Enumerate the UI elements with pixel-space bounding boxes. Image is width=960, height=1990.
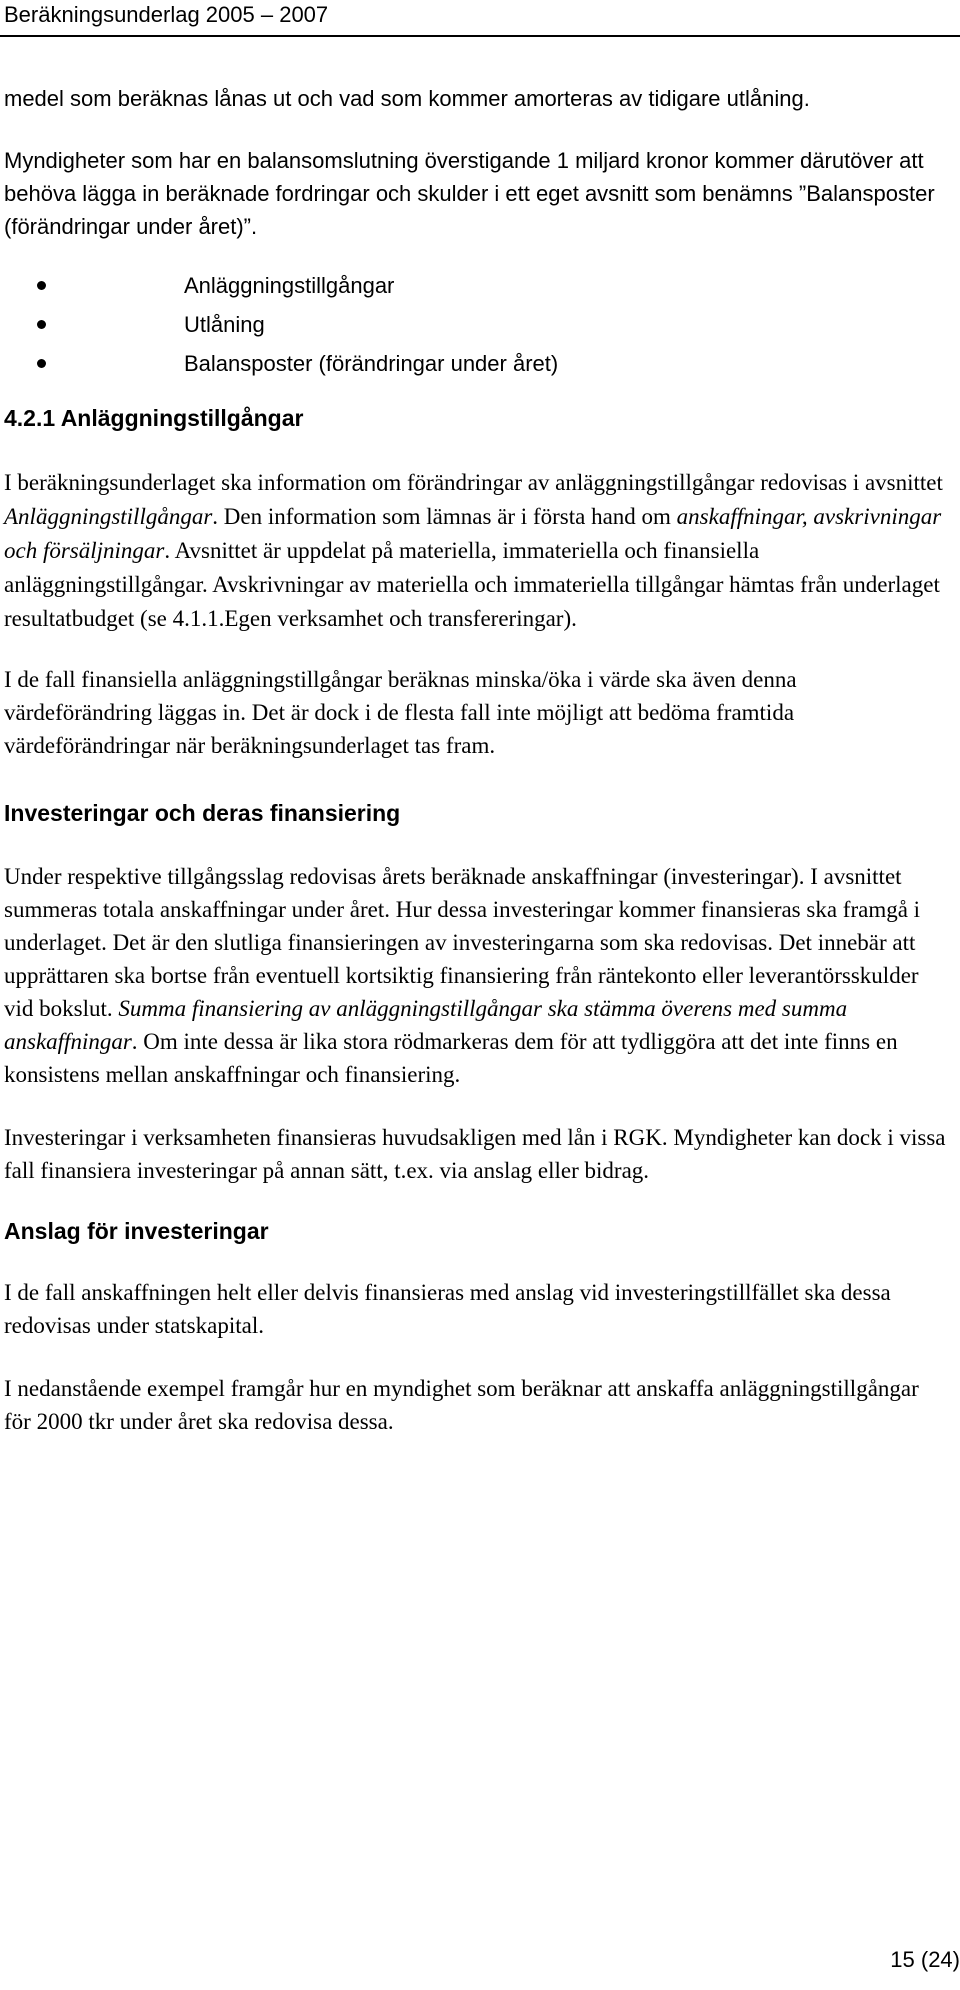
- bullet-item: Balansposter (förändringar under året): [0, 344, 960, 383]
- rgk-paragraph: Investeringar i verksamheten finansieras huvudsakligen med lån i RGK. Myndigheter kan dock i vissa fall finansiera investeringar på annan sätt, t.ex. via anslag eller bidrag.: [4, 1125, 946, 1183]
- intro-paragraph: medel som beräknas lånas ut och vad som kommer amorteras av tidigare utlåning.: [4, 86, 810, 111]
- financial-assets-paragraph: I de fall finansiella anläggningstillgångar beräknas minska/öka i värde ska även denna värdeförändring läggas in. Det är dock i de flesta fall inte möjligt att bedöma framtida värdeförändringar när beräkningsunderlaget tas fram.: [4, 667, 797, 758]
- bullet-icon: [37, 359, 46, 368]
- investments-paragraph: Under respektive tillgångsslag redovisas årets beräknade anskaffningar (investeringar). I avsnittet summeras totala anskaffningar under året. Hur dessa investeringar kommer finansieras ska framgå i underlaget. Det är den slutliga finansieringen av investeringarna som ska redovisas. Det innebär att upprättaren ska bortse från eventuell kortsiktig finansiering från räntekonto eller leverantörsskulder vid bokslut. Summa finansiering av anläggningstillgångar ska stämma överens med summa anskaffningar. Om inte dessa är lika stora rödmarkeras dem för att tydliggöra att det inte finns en konsistens mellan anskaffningar och finansiering.: [4, 864, 921, 1087]
- bullet-icon: [37, 281, 46, 290]
- section-bullet-list: [0, 266, 960, 383]
- appropriation-paragraph: I de fall anskaffningen helt eller delvis finansieras med anslag vid investeringstillfället ska dessa redovisas under statskapital.: [4, 1280, 891, 1338]
- assets-paragraph: I beräkningsunderlaget ska information om förändringar av anläggningstillgångar redovisas i avsnittet Anläggningstillgångar. Den information som lämnas är i första hand om anskaffningar, avskrivningar och försäljningar. Avsnittet är uppdelat på materiella, immateriella och finansiella anläggningstillgångar. Avskrivningar av materiella och immateriella tillgångar hämtas från underlaget resultatbudget (se 4.1.1.Egen verksamhet och transfereringar).: [4, 470, 943, 631]
- bullet-item: Anläggningstillgångar: [0, 266, 960, 305]
- example-paragraph: I nedanstående exempel framgår hur en myndighet som beräknar att anskaffa anläggningstillgångar för 2000 tkr under året ska redovisa dessa.: [4, 1376, 919, 1434]
- section-heading-appropriations: Anslag för investeringar: [4, 1218, 269, 1244]
- balance-paragraph: Myndigheter som har en balansomslutning överstigande 1 miljard kronor kommer därutöver att behöva lägga in beräknade fordringar och skulder i ett eget avsnitt som benämns ”Balansposter (förändringar under året)”.: [4, 148, 935, 239]
- page-number: 15 (24): [890, 1947, 960, 1972]
- section-heading-investments: Investeringar och deras finansiering: [4, 800, 401, 826]
- bullet-item: Utlåning: [0, 305, 960, 344]
- page-header: [0, 0, 960, 36]
- document-body: [0, 82, 960, 1438]
- section-heading-4-2-1: 4.2.1 Anläggningstillgångar: [4, 405, 304, 431]
- bullet-icon: [37, 320, 46, 329]
- header-divider: [0, 35, 960, 37]
- header-title: Beräkningsunderlag 2005 – 2007: [4, 2, 329, 27]
